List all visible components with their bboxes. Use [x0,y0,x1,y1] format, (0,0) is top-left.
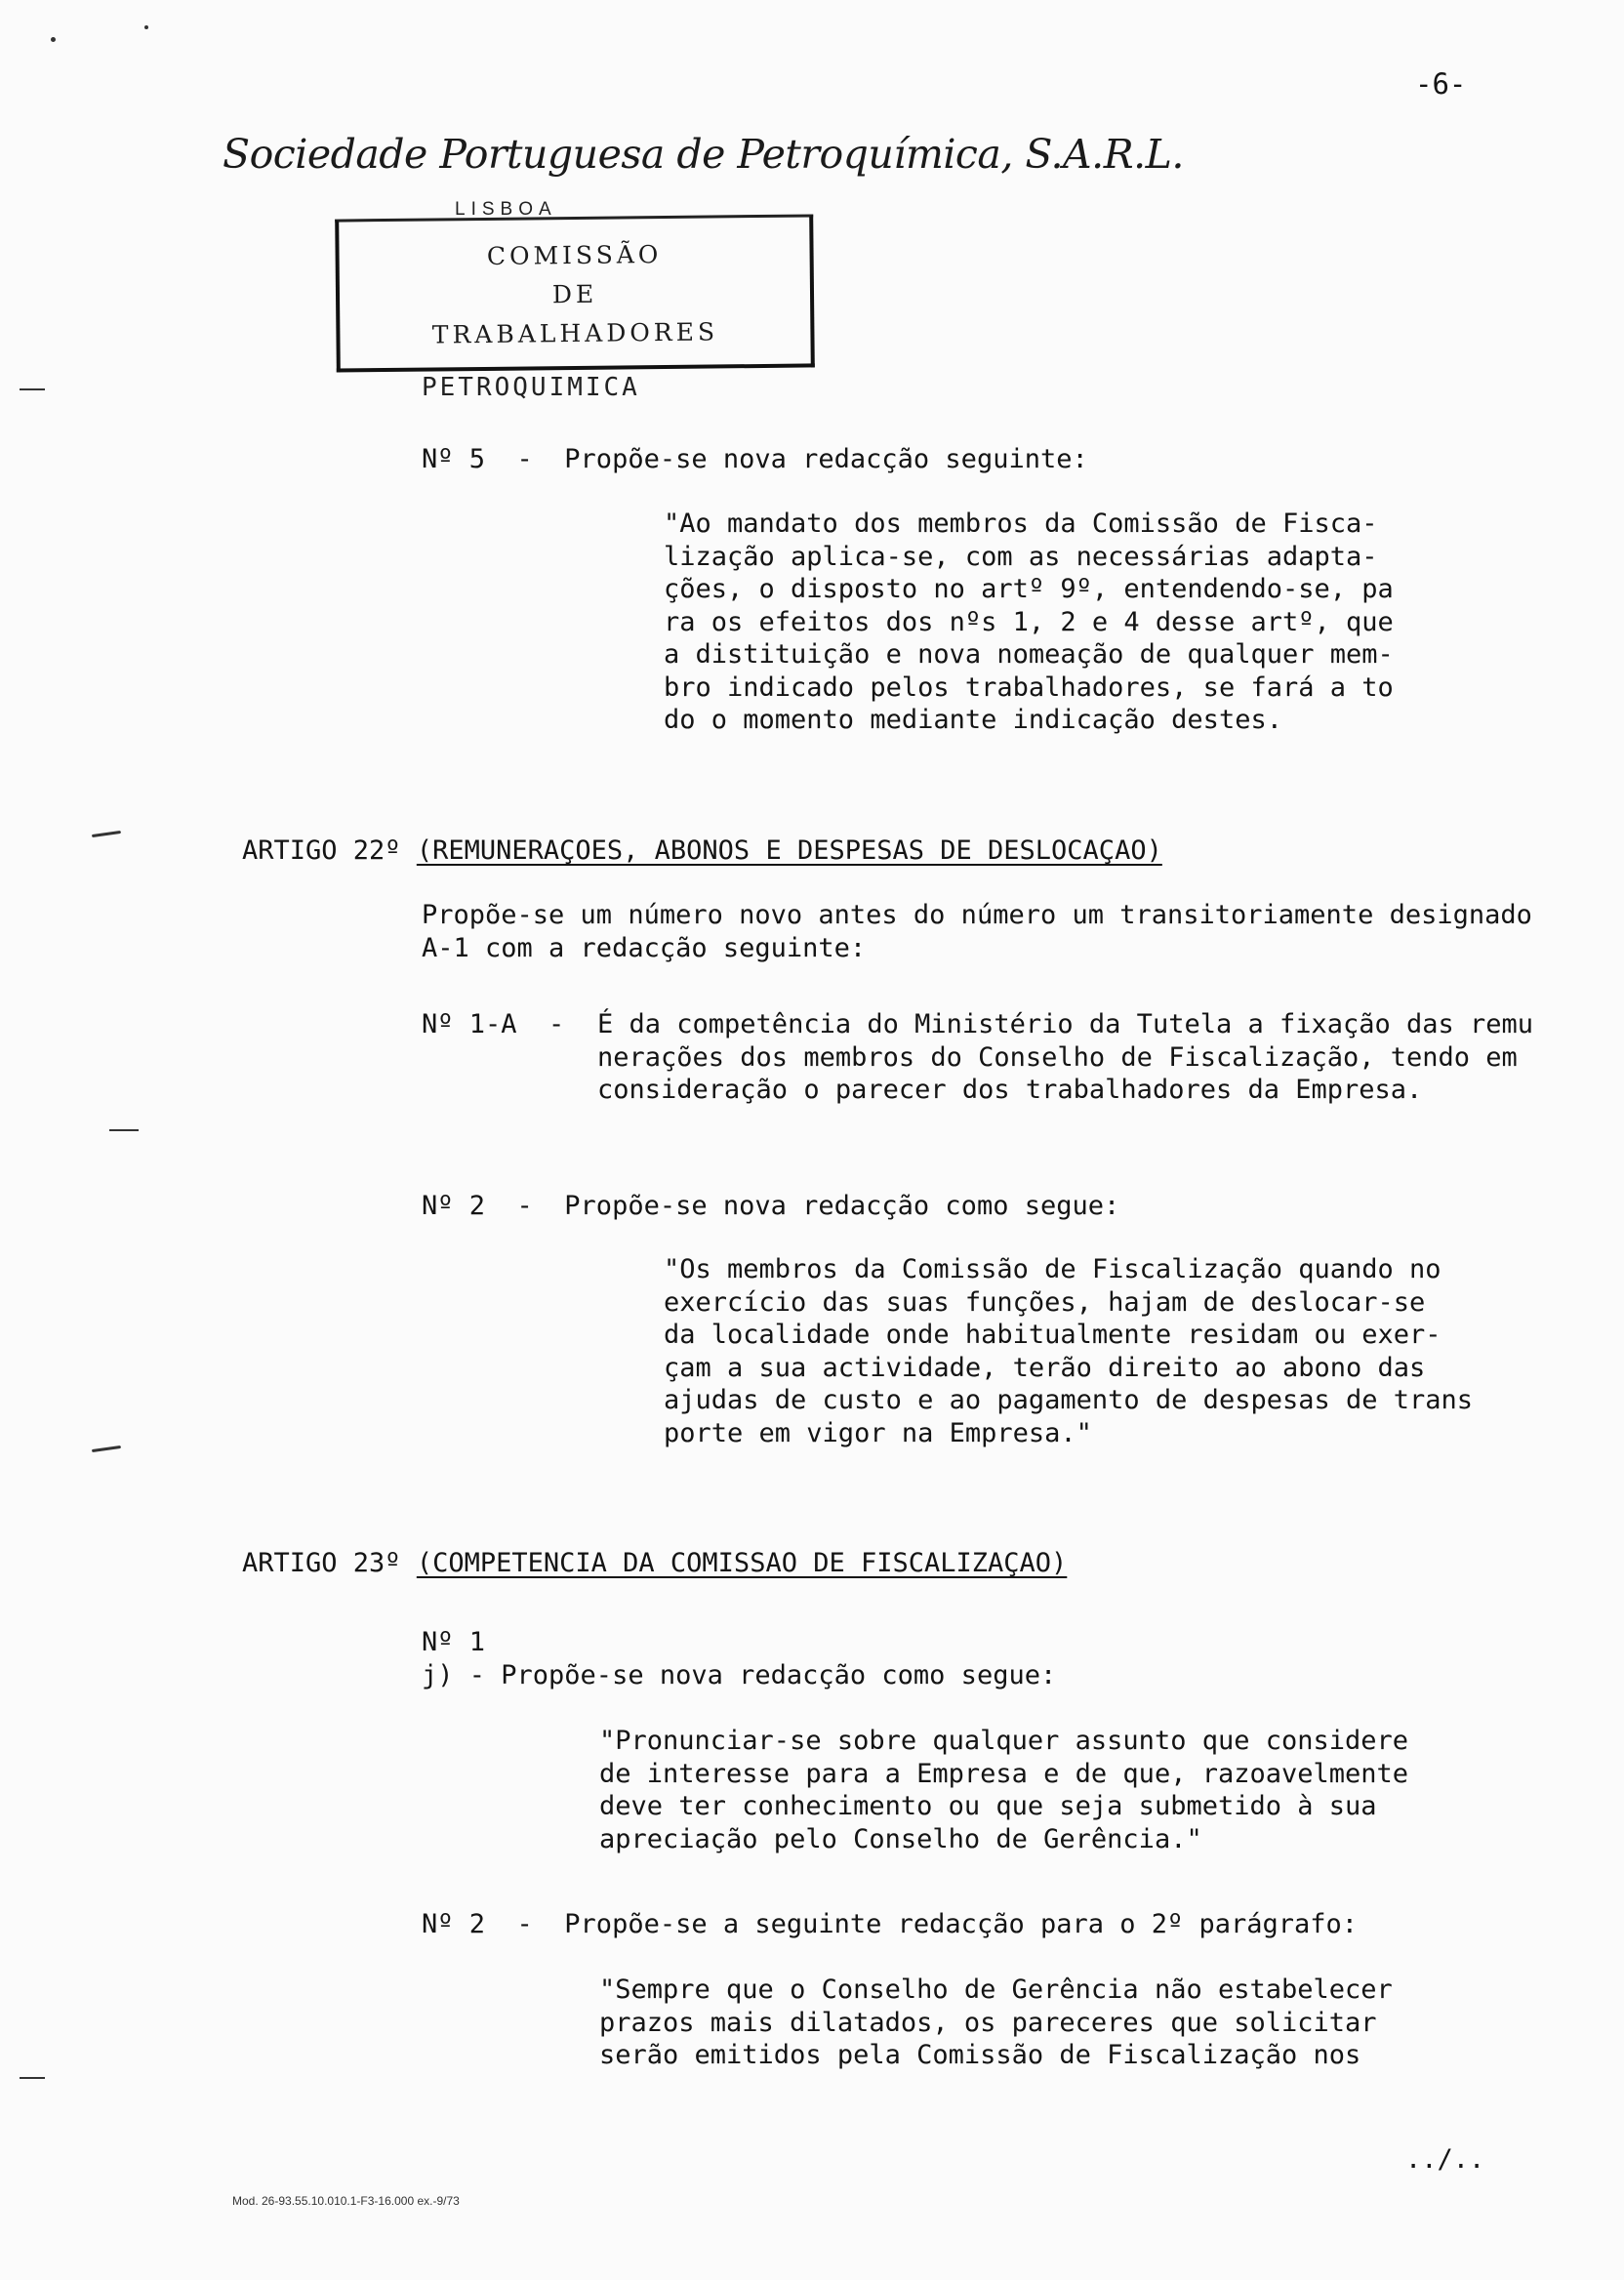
artigo-23-title: (COMPETENCIA DA COMISSAO DE FISCALIZAÇAO) [416,1548,1068,1578]
stamp-line-1: COMISSÃO [486,240,663,270]
artigo-22-n2-heading: Nº 2 - Propõe-se nova redacção como segue: [422,1191,1120,1221]
stamp-line-2: DE [551,279,598,309]
text-line: ajudas de custo e ao pagamento de despesas de trans [664,1385,1474,1415]
text-line: prazos mais dilatados, os pareceres que solicitar [599,2007,1377,2038]
workers-commission-stamp [335,214,815,372]
n1a-label: Nº 1-A - [422,1009,565,1039]
artigo-23-n1-quote [599,1725,1408,1855]
text-line: Propõe-se um número novo antes do número um transitoriamente designado [422,900,1532,930]
section-n5-heading: Nº 5 - Propõe-se nova redacção seguinte: [422,444,1088,474]
text-line: apreciação pelo Conselho de Gerência." [599,1823,1202,1854]
punch-mark [92,1445,121,1452]
text-line: É da competência do Ministério da Tutela a fixação das remu [597,1009,1534,1039]
scan-dot [51,37,56,42]
page-number: -6- [1415,67,1467,101]
stamp-seal-text: PETROQUIMICA [422,373,640,402]
artigo-23-n2-quote [599,1974,1393,2072]
artigo-23-n2-heading: Nº 2 - Propõe-se a seguinte redacção para o 2º parágrafo: [422,1909,1359,1939]
text-line: ra os efeitos dos nºs 1, 2 e 4 desse artº, que [664,606,1394,637]
artigo-22-label: ARTIGO 22º [242,835,401,866]
artigo-22-n2-quote [664,1253,1473,1449]
artigo-23-n1-j: j) - Propõe-se nova redacção como segue: [422,1660,1057,1690]
text-line: deve ter conhecimento ou que seja submetido à sua [599,1791,1377,1821]
continuation-mark: ../.. [1405,2144,1485,2175]
text-line: A-1 com a redacção seguinte: [422,932,867,963]
punch-mark [92,831,121,837]
text-line: bro indicado pelos trabalhadores, se fará a to [664,672,1394,703]
text-line: exercício das suas funções, hajam de deslocar-se [664,1286,1426,1318]
text-line: "Sempre que o Conselho de Gerência não estabelecer [599,1975,1393,2005]
stamp-line-3: TRABALHADORES [431,317,719,349]
artigo-22-heading [242,835,1162,868]
artigo-23-heading [242,1547,1067,1580]
form-footer: Mod. 26-93.55.10.010.1-F3-16.000 ex.-9/73 [232,2194,460,2208]
text-line: a distituição e nova nomeação de qualquer mem- [664,639,1394,670]
margin-tick [20,388,45,390]
text-line: de interesse para a Empresa e de que, razoavelmente [599,1758,1409,1789]
text-line: nerações dos membros do Conselho de Fiscalização, tendo em [597,1041,1518,1073]
text-line: çam a sua actividade, terão direito ao abono das [664,1352,1426,1383]
text-line: "Pronunciar-se sobre qualquer assunto que considere [599,1726,1409,1756]
artigo-22-title: (REMUNERAÇOES, ABONOS E DESPESAS DE DESLOCAÇAO) [416,835,1162,866]
text-line: do o momento mediante indicação destes. [664,705,1282,735]
text-line: porte em vigor na Empresa." [664,1417,1092,1448]
artigo-23-n1-label: Nº 1 [422,1627,486,1657]
text-line: ções, o disposto no artº 9º, entendendo-se, pa [664,574,1394,604]
margin-tick [20,2077,45,2079]
section-n5-quote [664,508,1394,737]
text-line: consideração o parecer dos trabalhadores da Empresa. [597,1075,1423,1105]
text-line: da localidade onde habitualmente residam ou exer- [664,1320,1441,1350]
text-line: lização aplica-se, com as necessárias adapta- [664,541,1378,572]
text-line: "Os membros da Comissão de Fiscalização quando no [664,1254,1441,1284]
letterhead-city: LISBOA [455,199,557,220]
n1a-text [597,1008,1533,1107]
artigo-22-intro [422,899,1532,964]
margin-tick [109,1129,139,1131]
scan-dot [144,25,148,29]
artigo-23-label: ARTIGO 23º [242,1548,401,1578]
text-line: "Ao mandato dos membros da Comissão de Fisca- [664,509,1378,539]
company-letterhead: Sociedade Portuguesa de Petroquímica, S.A.R.L. [223,131,1184,178]
text-line: serão emitidos pela Comissão de Fiscalização nos [599,2040,1361,2070]
